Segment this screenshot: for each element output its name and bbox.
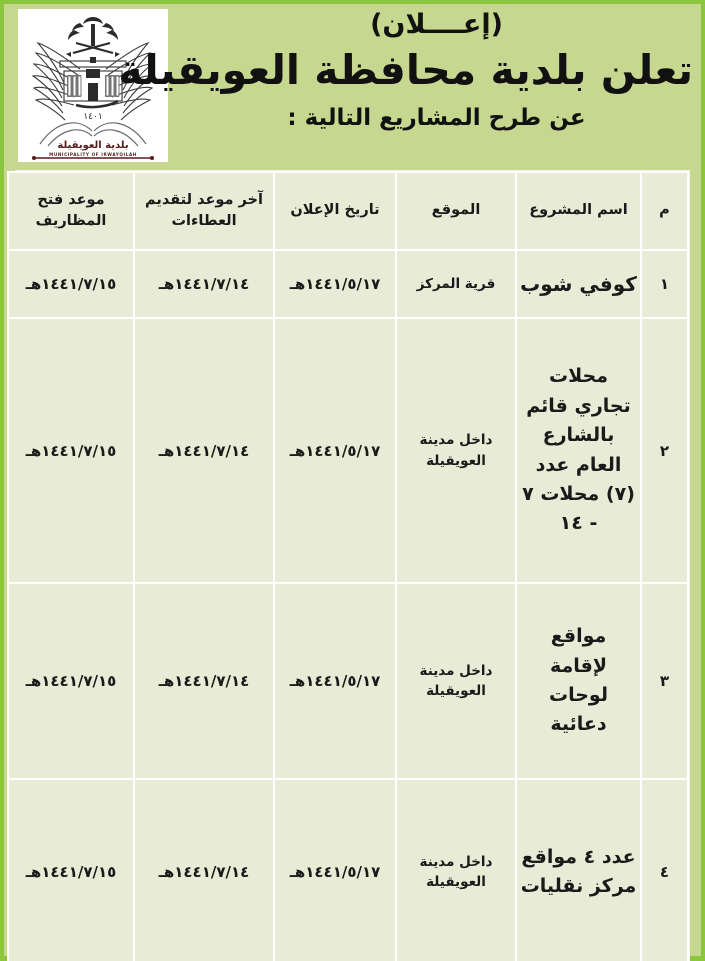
table-row [8, 250, 688, 318]
projects-table [7, 171, 689, 961]
bid-deadline: ١٤٤١/٧/١٤هـ [134, 318, 274, 583]
table-row [8, 318, 688, 583]
announce-date: ١٤٤١/٥/١٧هـ [274, 779, 396, 961]
bid-deadline: ١٤٤١/٧/١٤هـ [134, 779, 274, 961]
column-header-location: الموقع [396, 172, 516, 250]
logo-latin-text: MUNICIPALITY OF IRWAYQILAH [49, 152, 137, 157]
row-number: ٣ [641, 583, 688, 779]
announce-date: ١٤٤١/٥/١٧هـ [274, 318, 396, 583]
page-title: تعلن بلدية محافظة العويقيلة [118, 46, 693, 95]
column-header-project: اسم المشروع [516, 172, 641, 250]
envelope-open-date: ١٤٤١/٧/١٥هـ [8, 318, 134, 583]
project-location: داخل مدينة العويقيلة [396, 779, 516, 961]
masthead-text [118, 4, 701, 170]
envelope-open-date: ١٤٤١/٧/١٥هـ [8, 250, 134, 318]
project-name: مواقع لإقامة لوحات دعائية [516, 583, 641, 779]
svg-text:١٤٠١: ١٤٠١ [83, 112, 103, 122]
column-header-bid: آخر موعد لتقديم العطاءات [134, 172, 274, 250]
envelope-open-date: ١٤٤١/٧/١٥هـ [8, 583, 134, 779]
column-header-open: موعد فتح المظاريف [8, 172, 134, 250]
table-header-row [8, 172, 688, 250]
column-header-no: م [641, 172, 688, 250]
announcement-label: (إعــــلان) [370, 9, 503, 40]
project-name: كوفي شوب [516, 250, 641, 318]
table-row [8, 779, 688, 961]
envelope-open-date: ١٤٤١/٧/١٥هـ [8, 779, 134, 961]
project-location: داخل مدينة العويقيلة [396, 318, 516, 583]
bid-deadline: ١٤٤١/٧/١٤هـ [134, 583, 274, 779]
bid-deadline: ١٤٤١/٧/١٤هـ [134, 250, 274, 318]
row-number: ١ [641, 250, 688, 318]
row-number: ٢ [641, 318, 688, 583]
masthead [4, 4, 701, 170]
announce-date: ١٤٤١/٥/١٧هـ [274, 583, 396, 779]
project-name: عدد ٤ مواقع مركز نقليات [516, 779, 641, 961]
table-row [8, 583, 688, 779]
page-sheet [4, 4, 701, 956]
project-location: داخل مدينة العويقيلة [396, 583, 516, 779]
page-subtitle: عن طرح المشاريع التالية : [287, 105, 586, 132]
row-number: ٤ [641, 779, 688, 961]
column-header-announce: تاريخ الإعلان [274, 172, 396, 250]
announce-date: ١٤٤١/٥/١٧هـ [274, 250, 396, 318]
project-name: محلات تجاري قائم بالشارع العام عدد (٧) محلات ٧ - ١٤ [516, 318, 641, 583]
project-location: قرية المركز [396, 250, 516, 318]
logo-arabic-text: بلدية العويقيلة [57, 140, 129, 151]
projects-table-wrapper [15, 170, 690, 961]
